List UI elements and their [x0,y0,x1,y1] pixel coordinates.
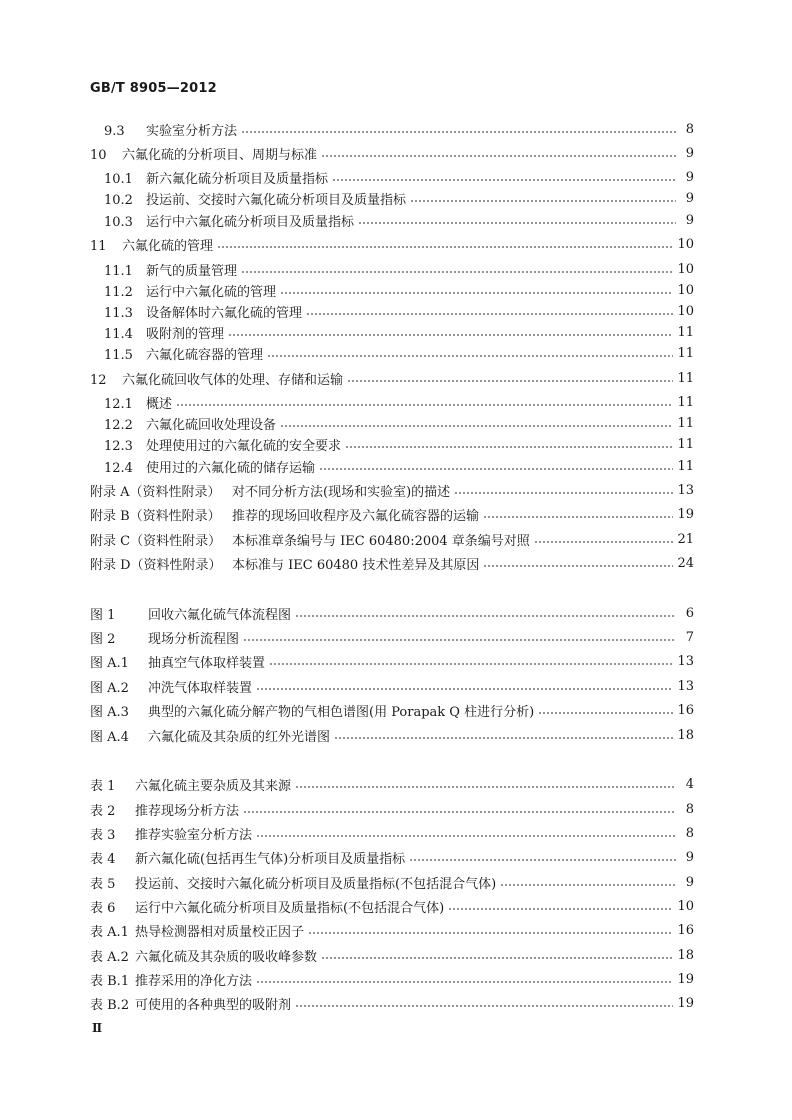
dot-leader [500,872,676,892]
toc-entry-title: 可使用的各种典型的吸附剂 [135,997,292,1013]
toc-entry-number: 10 [90,147,107,163]
toc-entry-title: 推荐采用的净化方法 [135,973,253,989]
toc-entry[interactable] [0,480,792,500]
toc-entry-number: 附录 C（资料性附录） [90,533,222,549]
toc-entry-number: 表 2 [90,803,116,819]
toc-entry[interactable] [0,774,792,794]
dot-leader [332,167,676,187]
toc-entry-page: 7 [685,629,694,645]
toc-entry-page: 19 [677,995,694,1011]
dot-leader [241,119,676,139]
dot-leader [321,945,673,965]
toc-entry[interactable] [0,872,792,892]
toc-entry-title: 运行中六氟化硫分析项目及质量指标(不包括混合气体) [135,900,445,916]
toc-entry-page: 13 [677,482,694,498]
toc-entry-label [104,457,315,476]
toc-entry-label [90,554,479,573]
toc-entry[interactable] [0,700,792,720]
dot-leader [538,700,673,720]
toc-entry-page: 19 [677,506,694,522]
toc-entry-label [90,628,239,647]
toc-entry-label [90,800,239,819]
toc-entry-title: 现场分析流程图 [148,631,240,647]
toc-entry[interactable] [0,969,792,989]
dot-leader [256,969,673,989]
toc-entry[interactable] [0,456,792,476]
toc-entry[interactable] [0,188,792,208]
toc-entry-title: 使用过的六氟化硫的储存运输 [146,460,316,476]
toc-entry[interactable] [0,799,792,819]
toc-entry-page: 18 [677,947,694,963]
toc-entry-label [90,677,252,696]
toc-entry-number: 图 2 [90,631,116,647]
toc-entry-label [90,775,291,794]
toc-entry-page: 9 [685,190,694,206]
toc-entry[interactable] [0,343,792,363]
toc-entry-number: 表 6 [90,900,116,916]
dot-leader [319,456,673,476]
toc-entry-number: 附录 D（资料性附录） [90,557,222,573]
dot-leader [534,529,674,549]
toc-entry[interactable] [0,627,792,647]
toc-entry-page: 11 [677,345,694,361]
toc-entry-page: 8 [685,121,694,137]
toc-entry[interactable] [0,676,792,696]
dot-leader [267,343,673,363]
toc-entry-page: 9 [685,212,694,228]
dot-leader [410,188,676,208]
toc-entry-page: 13 [677,678,694,694]
toc-entry-number: 图 A.2 [90,680,129,696]
dot-leader [295,774,676,794]
dot-leader [256,676,673,696]
toc-entry-page: 9 [685,849,694,865]
dot-leader [280,280,673,300]
toc-entry-page: 19 [677,971,694,987]
toc-entry-title: 概述 [146,396,173,412]
toc-entry-title: 抽真空气体取样装置 [148,655,266,671]
toc-entry-label [104,260,237,279]
toc-entry-label [104,302,302,321]
toc-entry-label [90,652,265,671]
toc-entry-number: 表 A.1 [90,924,129,940]
toc-entry-title: 热导检测器相对质量校正因子 [135,924,305,940]
toc-entry-title: 运行中六氟化硫分析项目及质量指标 [146,214,355,230]
toc-entry-label [90,144,317,163]
toc-entry-number: 图 1 [90,607,116,623]
dot-leader [448,896,673,916]
dot-leader [347,368,673,388]
toc-entry-label [90,824,252,843]
toc-entry-number: 10.2 [104,192,133,208]
dot-leader [243,799,676,819]
toc-entry-page: 11 [677,394,694,410]
toc-entry-page: 18 [677,727,694,743]
toc-entry-number: 11.5 [104,347,133,363]
toc-entry-number: 12.3 [104,438,133,454]
toc-entry-title: 本标准章条编号与 IEC 60480:2004 章条编号对照 [232,533,530,549]
toc-entry[interactable] [0,896,792,916]
standard-code: GB/T 8905—2012 [90,81,217,96]
dot-leader [334,725,673,745]
toc-entry-title: 推荐的现场回收程序及六氟化硫容器的运输 [232,508,480,524]
toc-entry-number: 12 [90,372,107,388]
toc-entry-page: 6 [685,605,694,621]
toc-entry-label [104,414,276,433]
toc-entry-title: 六氟化硫的分析项目、周期与标准 [122,147,318,163]
toc-entry-label [90,530,530,549]
toc-entry[interactable] [0,823,792,843]
toc-entry-title: 对不同分析方法(现场和实验室)的描述 [232,484,451,500]
toc-entry-label [90,604,291,623]
dot-leader [358,210,676,230]
toc-entry-title: 六氟化硫主要杂质及其来源 [135,778,292,794]
toc-entry-title: 六氟化硫容器的管理 [146,347,264,363]
toc-entry-number: 表 3 [90,827,116,843]
toc-entry-title: 六氟化硫回收气体的处理、存储和运输 [122,372,344,388]
toc-entry-page: 11 [677,324,694,340]
toc-entry-number: 12.1 [104,396,133,412]
toc-entry-label [104,189,406,208]
toc-entry[interactable] [0,322,792,342]
toc-entry-title: 运行中六氟化硫的管理 [146,284,277,300]
toc-entry[interactable] [0,504,792,524]
toc-entry-page: 9 [685,874,694,890]
toc-entry-label [90,921,304,940]
dot-leader [454,480,673,500]
toc-entry-title: 实验室分析方法 [146,123,238,139]
toc-entry-label [90,994,291,1013]
toc-entry-title: 回收六氟化硫气体流程图 [148,607,292,623]
toc-entry-number: 表 5 [90,876,116,892]
toc-entry-page: 11 [677,370,694,386]
toc-entry-page: 11 [677,415,694,431]
toc-entry[interactable] [0,119,792,139]
toc-entry[interactable] [0,368,792,388]
toc-entry[interactable] [0,945,792,965]
toc-entry-label [90,897,444,916]
toc-entry-number: 图 A.4 [90,729,129,745]
toc-entry-page: 8 [685,801,694,817]
toc-entry-number: 表 4 [90,851,116,867]
toc-entry-page: 10 [677,282,694,298]
toc-entry-label [104,344,263,363]
dot-leader [228,322,673,342]
toc-entry-number: 表 B.1 [90,973,130,989]
toc-entry-title: 六氟化硫回收处理设备 [146,417,277,433]
toc-entry-number: 11 [90,238,107,254]
toc-entry-label [104,120,237,139]
toc-entry[interactable] [0,392,792,412]
dot-leader [409,847,676,867]
toc-entry-label [90,873,496,892]
dot-leader [217,234,673,254]
toc-entry-title: 六氟化硫及其杂质的吸收峰参数 [135,949,318,965]
toc-entry[interactable] [0,210,792,230]
toc-entry-page: 21 [677,531,694,547]
toc-entry-label [104,323,224,342]
toc-entry[interactable] [0,993,792,1013]
dot-leader [176,392,673,412]
toc-entry[interactable] [0,434,792,454]
dot-leader [280,413,673,433]
toc-entry-title: 六氟化硫的管理 [122,238,214,254]
toc-entry-page: 13 [677,653,694,669]
toc-entry-page: 8 [685,825,694,841]
toc-entry-number: 11.3 [104,305,133,321]
toc-entry-number: 表 B.2 [90,997,130,1013]
toc-entry[interactable] [0,847,792,867]
toc-entry[interactable] [0,413,792,433]
dot-leader [241,259,673,279]
toc-entry-page: 10 [677,303,694,319]
toc-entry-title: 新六氟化硫分析项目及质量指标 [146,171,329,187]
toc-entry-label [90,946,317,965]
toc-entry[interactable] [0,603,792,623]
toc-entry-title: 吸附剂的管理 [146,326,225,342]
dot-leader [269,651,673,671]
toc-entry-title: 处理使用过的六氟化硫的安全要求 [146,438,342,454]
toc-entry-label [104,281,276,300]
dot-leader [321,143,676,163]
toc-entry-label [90,505,479,524]
dot-leader [295,993,673,1013]
dot-leader [306,301,673,321]
toc-entry-number: 10.3 [104,214,133,230]
toc-entry-label [104,168,328,187]
toc-entry-number: 10.1 [104,171,133,187]
toc-entry-label [90,369,343,388]
toc-entry-title: 新六氟化硫(包括再生气体)分析项目及质量指标 [135,851,406,867]
toc-entry-number: 9.3 [104,123,125,139]
toc-entry-number: 图 A.1 [90,655,129,671]
toc-entry[interactable] [0,143,792,163]
toc-entry-number: 11.4 [104,326,133,342]
toc-entry-title: 推荐现场分析方法 [135,803,240,819]
toc-entry-label [90,481,450,500]
toc-entry-number: 附录 A（资料性附录） [90,484,221,500]
toc-entry-label [104,393,172,412]
toc-entry-title: 六氟化硫及其杂质的红外光谱图 [148,729,331,745]
toc-entry-title: 本标准与 IEC 60480 技术性差异及其原因 [232,557,480,573]
toc-entry-page: 9 [685,169,694,185]
page-number: Ⅱ [92,1021,103,1035]
toc-entry-title: 新气的质量管理 [146,263,238,279]
toc-entry-label [90,701,534,720]
toc-entry-page: 9 [685,145,694,161]
dot-leader [295,603,676,623]
toc-entry-number: 12.2 [104,417,133,433]
toc-entry-page: 11 [677,436,694,452]
toc-entry[interactable] [0,651,792,671]
dot-leader [308,920,673,940]
dot-leader [243,627,676,647]
dot-leader [483,553,673,573]
toc-entry[interactable] [0,553,792,573]
toc-entry-title: 冲洗气体取样装置 [148,680,253,696]
toc-entry-number: 11.2 [104,284,133,300]
toc-entry-number: 11.1 [104,263,133,279]
dot-leader [345,434,673,454]
toc-entry-title: 推荐实验室分析方法 [135,827,253,843]
toc-entry[interactable] [0,234,792,254]
toc-entry[interactable] [0,301,792,321]
toc-entry-number: 表 A.2 [90,949,129,965]
toc-entry[interactable] [0,259,792,279]
toc-entry-number: 12.4 [104,460,133,476]
toc-entry[interactable] [0,529,792,549]
toc-entry-title: 投运前、交接时六氟化硫分析项目及质量指标 [146,192,407,208]
toc-entry-label [104,435,341,454]
toc-entry[interactable] [0,920,792,940]
toc-entry-number: 附录 B（资料性附录） [90,508,221,524]
toc-entry[interactable] [0,725,792,745]
dot-leader [483,504,673,524]
toc-entry-page: 11 [677,458,694,474]
toc-entry-label [90,970,252,989]
toc-entry-label [104,211,354,230]
toc-entry-title: 投运前、交接时六氟化硫分析项目及质量指标(不包括混合气体) [135,876,497,892]
toc-entry-label [90,726,330,745]
toc-entry-page: 4 [685,776,694,792]
toc-entry-page: 10 [677,898,694,914]
toc-entry-page: 10 [677,261,694,277]
toc-entry[interactable] [0,280,792,300]
toc-entry-label [90,235,213,254]
toc-entry-number: 图 A.3 [90,704,129,720]
toc-entry-title: 典型的六氟化硫分解产物的气相色谱图(用 Porapak Q 柱进行分析) [148,704,535,720]
toc-entry-page: 24 [677,555,694,571]
toc-entry-title: 设备解体时六氟化硫的管理 [146,305,303,321]
toc-entry-label [90,848,405,867]
toc-entry-page: 16 [677,922,694,938]
toc-entry[interactable] [0,167,792,187]
toc-entry-page: 16 [677,702,694,718]
dot-leader [256,823,676,843]
toc-entry-number: 表 1 [90,778,116,794]
toc-entry-page: 10 [677,236,694,252]
